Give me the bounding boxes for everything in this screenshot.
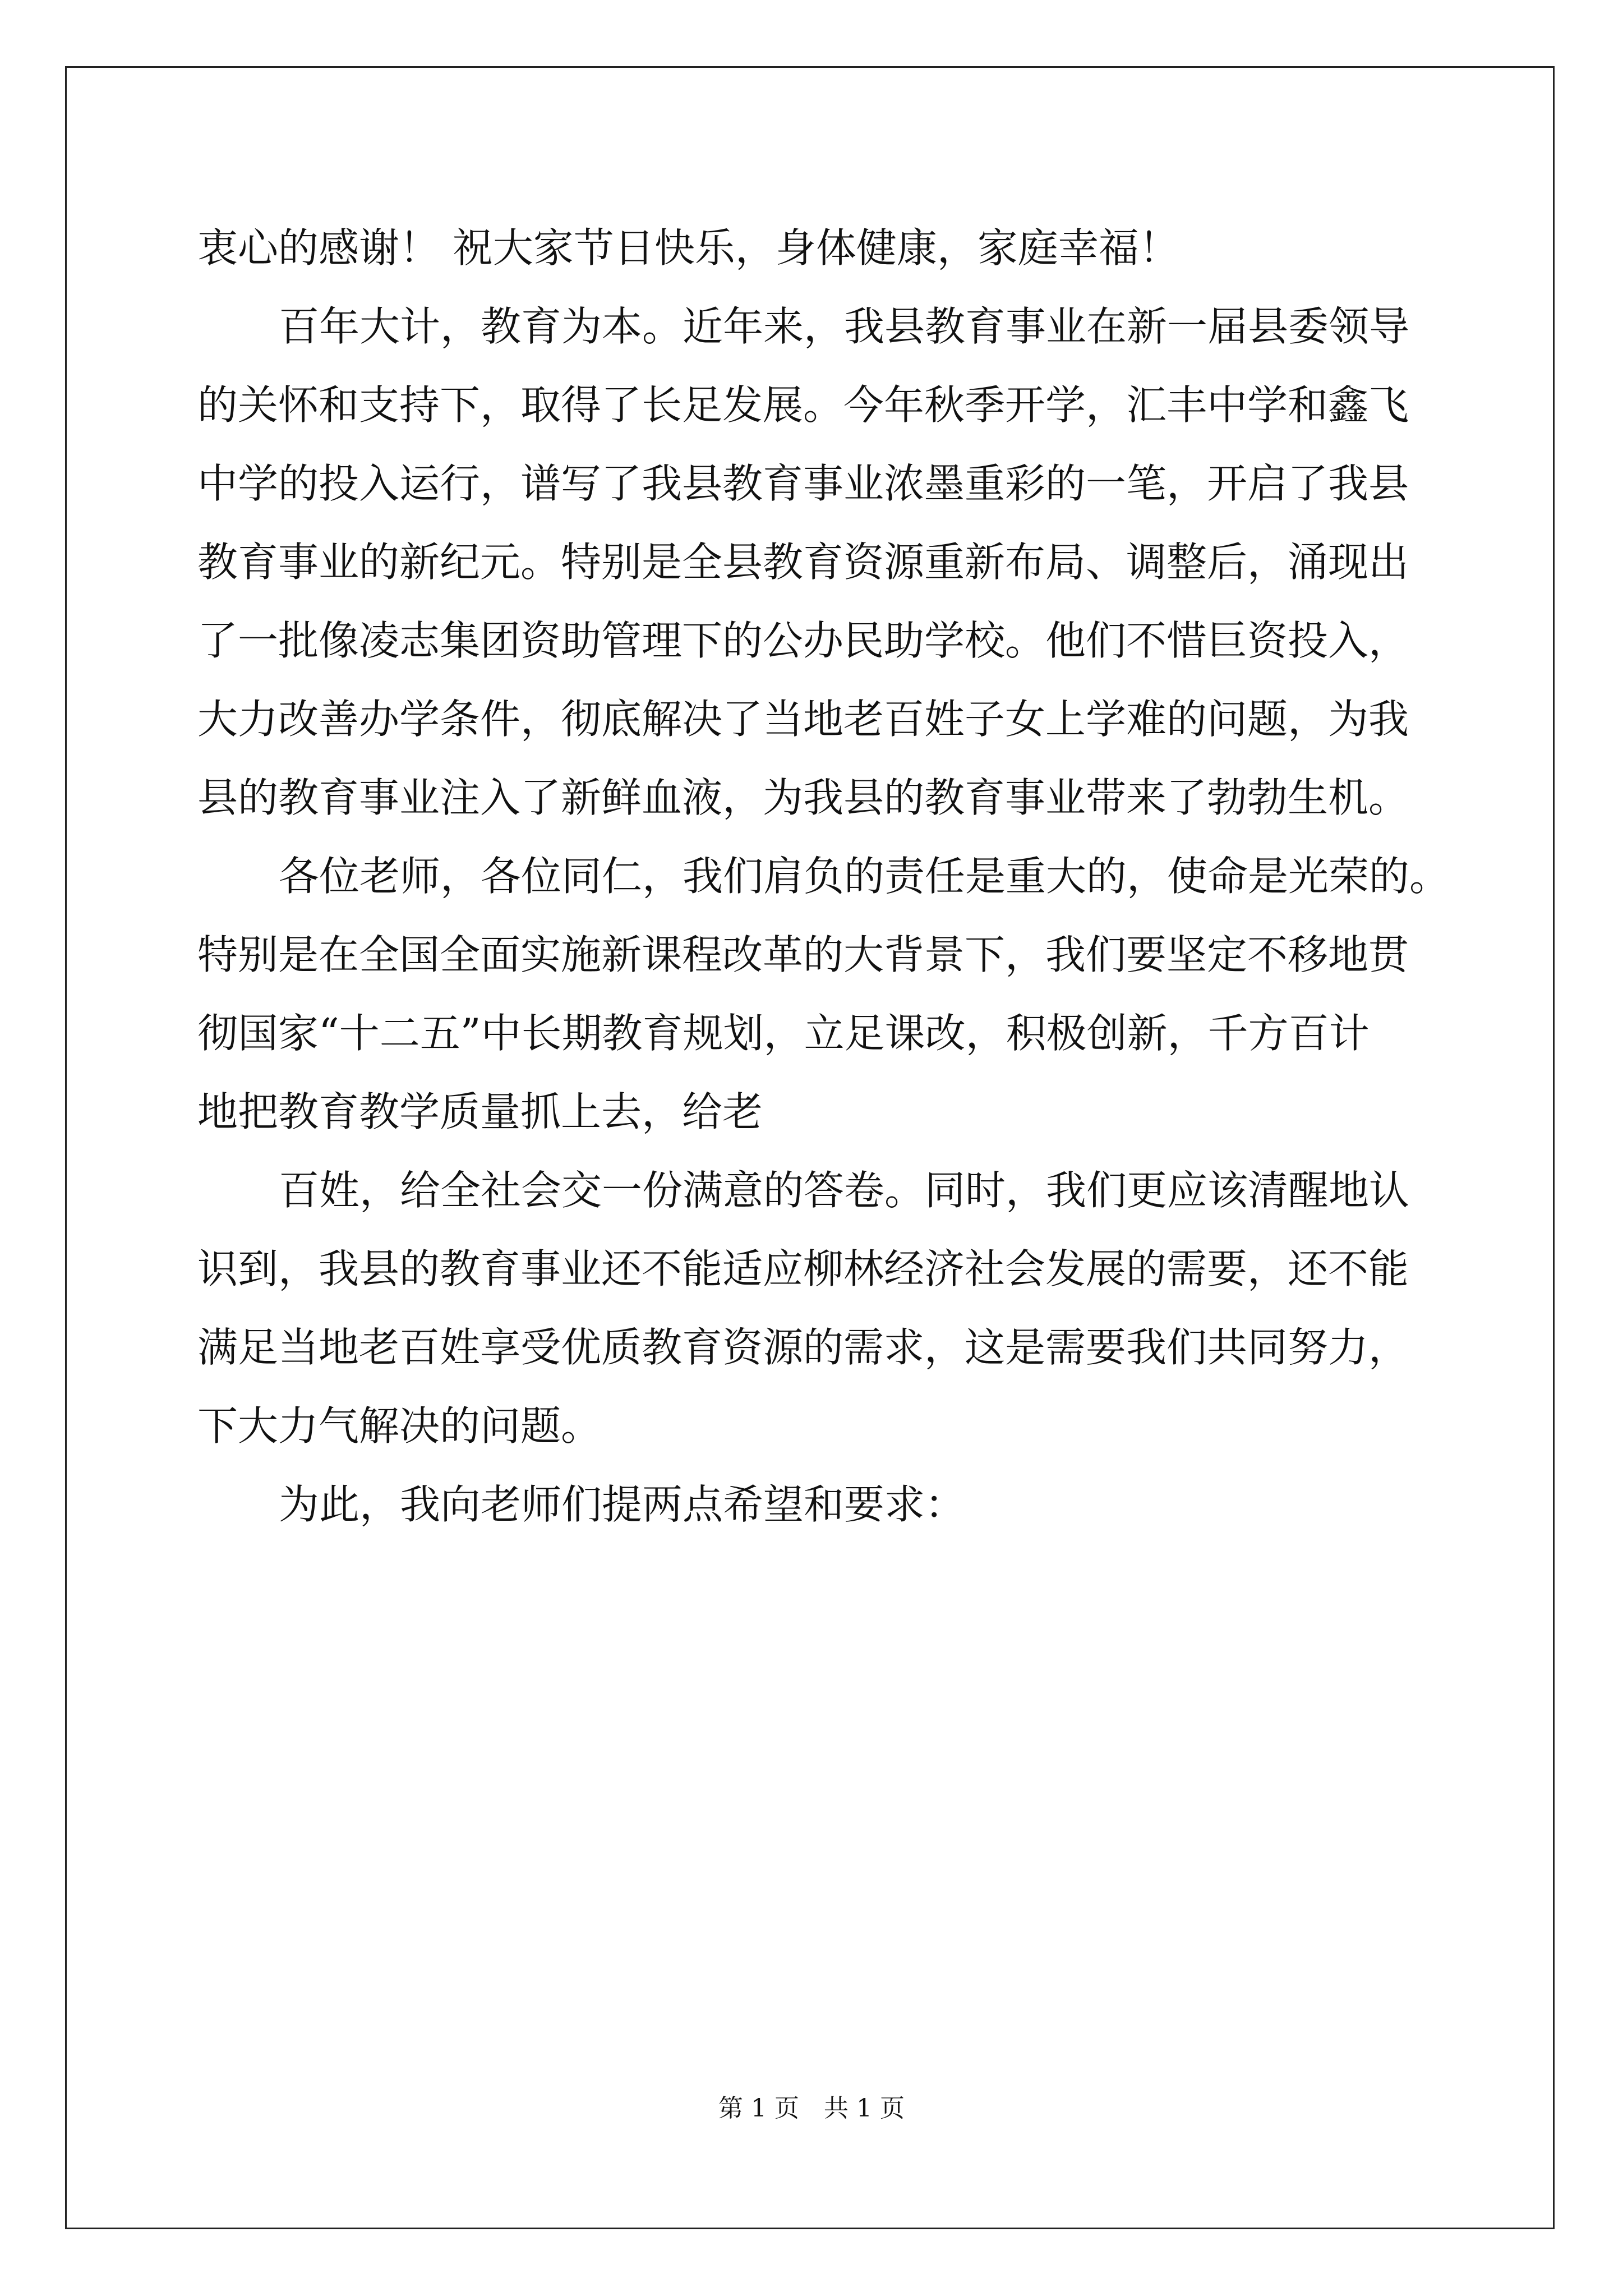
text-line: 彻国家“十二五”中长期教育规划，立足课改，积极创新，千方百计 <box>197 1010 1370 1057</box>
text-line: 大力改善办学条件，彻底解决了当地老百姓子女上学难的问题，为我 <box>197 696 1409 743</box>
text-line: 各位老师，各位同仁，我们肩负的责任是重大的，使命是光荣的。 <box>279 853 1450 900</box>
page-number-footer: 第 1 页 共 1 页 <box>718 2094 905 2123</box>
text-line: 百年大计，教育为本。近年来，我县教育事业在新一届县委领导 <box>279 303 1410 350</box>
text-line: 百姓，给全社会交一份满意的答卷。同时，我们更应该清醒地认 <box>279 1167 1410 1214</box>
text-line: 衷心的感谢！ 祝大家节日快乐，身体健康，家庭幸福！ <box>197 224 1179 272</box>
text-line: 的关怀和支持下，取得了长足发展。今年秋季开学，汇丰中学和鑫飞 <box>197 381 1409 429</box>
text-line: 了一批像凌志集团资助管理下的公办民助学校。他们不惜巨资投入， <box>197 617 1409 664</box>
text-line: 中学的投入运行，谱写了我县教育事业浓墨重彩的一笔，开启了我县 <box>197 460 1409 507</box>
text-line: 为此，我向老师们提两点希望和要求： <box>279 1481 966 1528</box>
text-line: 教育事业的新纪元。特别是全县教育资源重新布局、调整后，涌现出 <box>197 539 1409 586</box>
text-line: 下大力气解决的问题。 <box>197 1402 602 1450</box>
text-line: 地把教育教学质量抓上去，给老 <box>197 1088 763 1135</box>
text-line: 满足当地老百姓享受优质教育资源的需求，这是需要我们共同努力， <box>197 1324 1409 1371</box>
text-line: 识到，我县的教育事业还不能适应柳林经济社会发展的需要，还不能 <box>197 1245 1409 1292</box>
text-line: 县的教育事业注入了新鲜血液，为我县的教育事业带来了勃勃生机。 <box>197 774 1409 821</box>
text-line: 特别是在全国全面实施新课程改革的大背景下，我们要坚定不移地贯 <box>197 931 1409 978</box>
